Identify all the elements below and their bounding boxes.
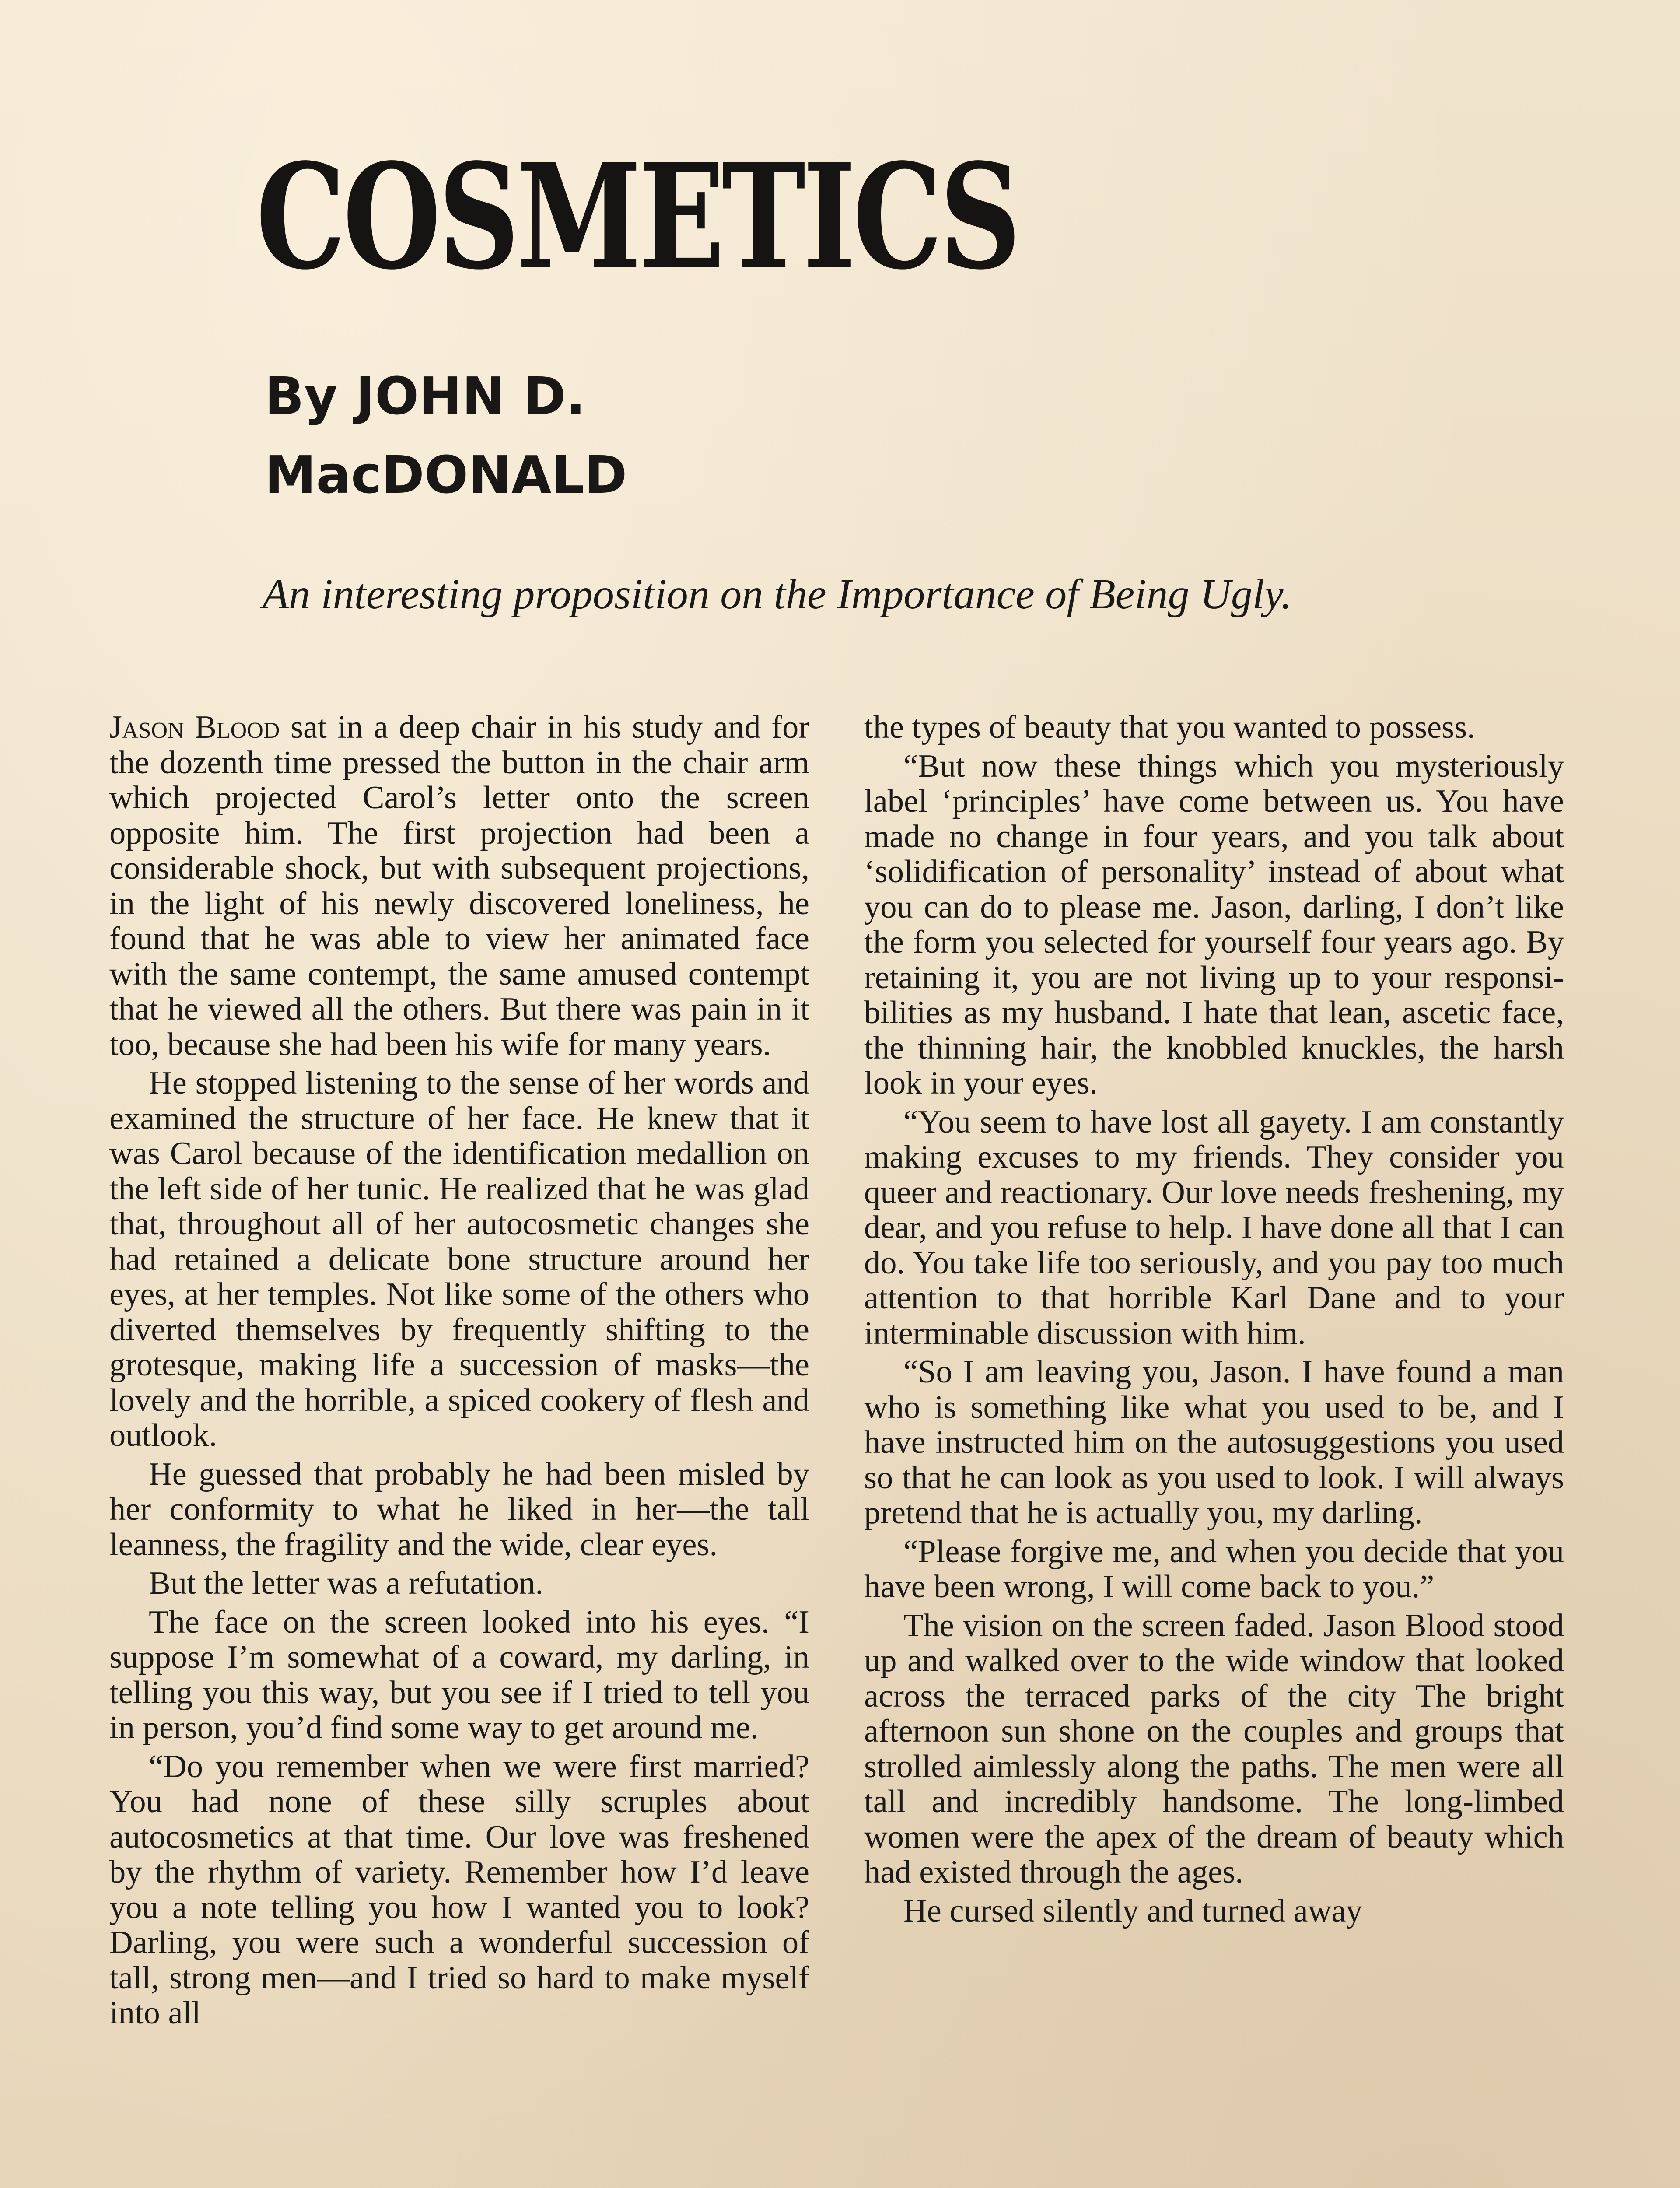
paragraph: “So I am leaving you, Jason. I have found a man who is something like what you used to be, and I have instructed him on the autosuggestions you used so that he can look as you used to look. I will always pretend that he is actually you, my darling.	[864, 1354, 1564, 1531]
text-column-right	[864, 710, 1564, 1932]
paragraph: The vision on the screen faded. Jason Blood stood up and walked over to the wide window that looked across the terraced parks of the city The bright afternoon sun shone on the couples and groups that strolled aimlessly along the paths. The men were all tall and incredibly handsome. The long-limbed women were the apex of the dream of beauty which had existed through the ages.	[864, 1607, 1564, 1890]
byline-line-2: MacDONALD	[265, 445, 627, 505]
author-byline	[265, 357, 627, 514]
paragraph: “But now these things which you mysteriously label ‘principles’ have come between us. You have made no change in four years, and you talk about ‘solidification of personality’ instead of about what you can do to please me. Jason, darling, I don’t like the form you selected for yourself four years ago. By retaining it, you are not living up to your responsibilities as my husband. I hate that lean, ascetic face, the thinning hair, the knobbled knuckles, the harsh look in your eyes.	[864, 748, 1564, 1101]
paragraph	[109, 710, 809, 1062]
paragraph: He cursed silently and turned away	[903, 1893, 1362, 1929]
text-column-left	[109, 710, 809, 2034]
paragraph: “You seem to have lost all gayety. I am constantly making excuses to my friends. They consider you queer and reactionary. Our love needs freshening, my dear, and you refuse to help. I have done all that I can do. You take life too seriously, and you pay too much attention to that horrible Karl Dane and to your interminable discussion with him.	[864, 1104, 1564, 1351]
paragraph: He stopped listening to the sense of her words and examined the structure of her face. He knew that it was Carol because of the identification medallion on the left side of her tunic. He realized that he was glad that, throughout all of her autocosmetic changes she had retained a delicate bone structure around her eyes, at her temples. Not like some of the others who diverted themselves by frequently shifting to the grotesque, making life a succession of masks—the lovely and the horrible, a spiced cookery of flesh and outlook.	[109, 1065, 809, 1453]
byline-line-1: By JOHN D.	[265, 366, 586, 426]
paragraph: “Please forgive me, and when you decide that you have been wrong, I will come back to you.”	[864, 1533, 1564, 1605]
opening-name: Jason Blood	[109, 709, 280, 745]
paragraph: The face on the screen looked into his eyes. “I suppose I’m somewhat of a coward, my darling, in telling you this way, but you see if I tried to tell you in person, you’d find some way to get around me.	[109, 1604, 809, 1746]
paragraph: the types of beauty that you wanted to possess.	[864, 709, 1475, 745]
paragraph-text: sat in a deep chair in his study and for the dozenth time pressed the button in the chair arm which projected Carol’s letter onto the screen opposite him. The first projection had been a considerable shock, but with subsequent projections, in the light of his newly discovered loneliness, he found that he was able to view her animated face with the same contempt, the same amused contempt that he viewed all the others. But there was pain in it too, because she had been his wife for many years.	[109, 709, 810, 1062]
story-title: COSMETICS	[256, 132, 1018, 302]
paragraph: He guessed that probably he had been misled by her conformity to what he liked in her—the tall leanness, the fragility and the wide, clear eyes.	[109, 1456, 809, 1563]
paragraph: “Do you remember when we were first married? You had none of these silly scruples about autocosmetics at that time. Our love was freshened by the rhythm of variety. Remember how I’d leave you a note telling you how I wanted you to look? Darling, you were such a wonderful succession of tall, strong men—and I tried so hard to make myself into all	[109, 1748, 809, 2031]
story-tagline: An interesting proposition on the Importance of Being Ugly.	[262, 571, 1292, 618]
paragraph: But the letter was a refutation.	[149, 1565, 543, 1601]
